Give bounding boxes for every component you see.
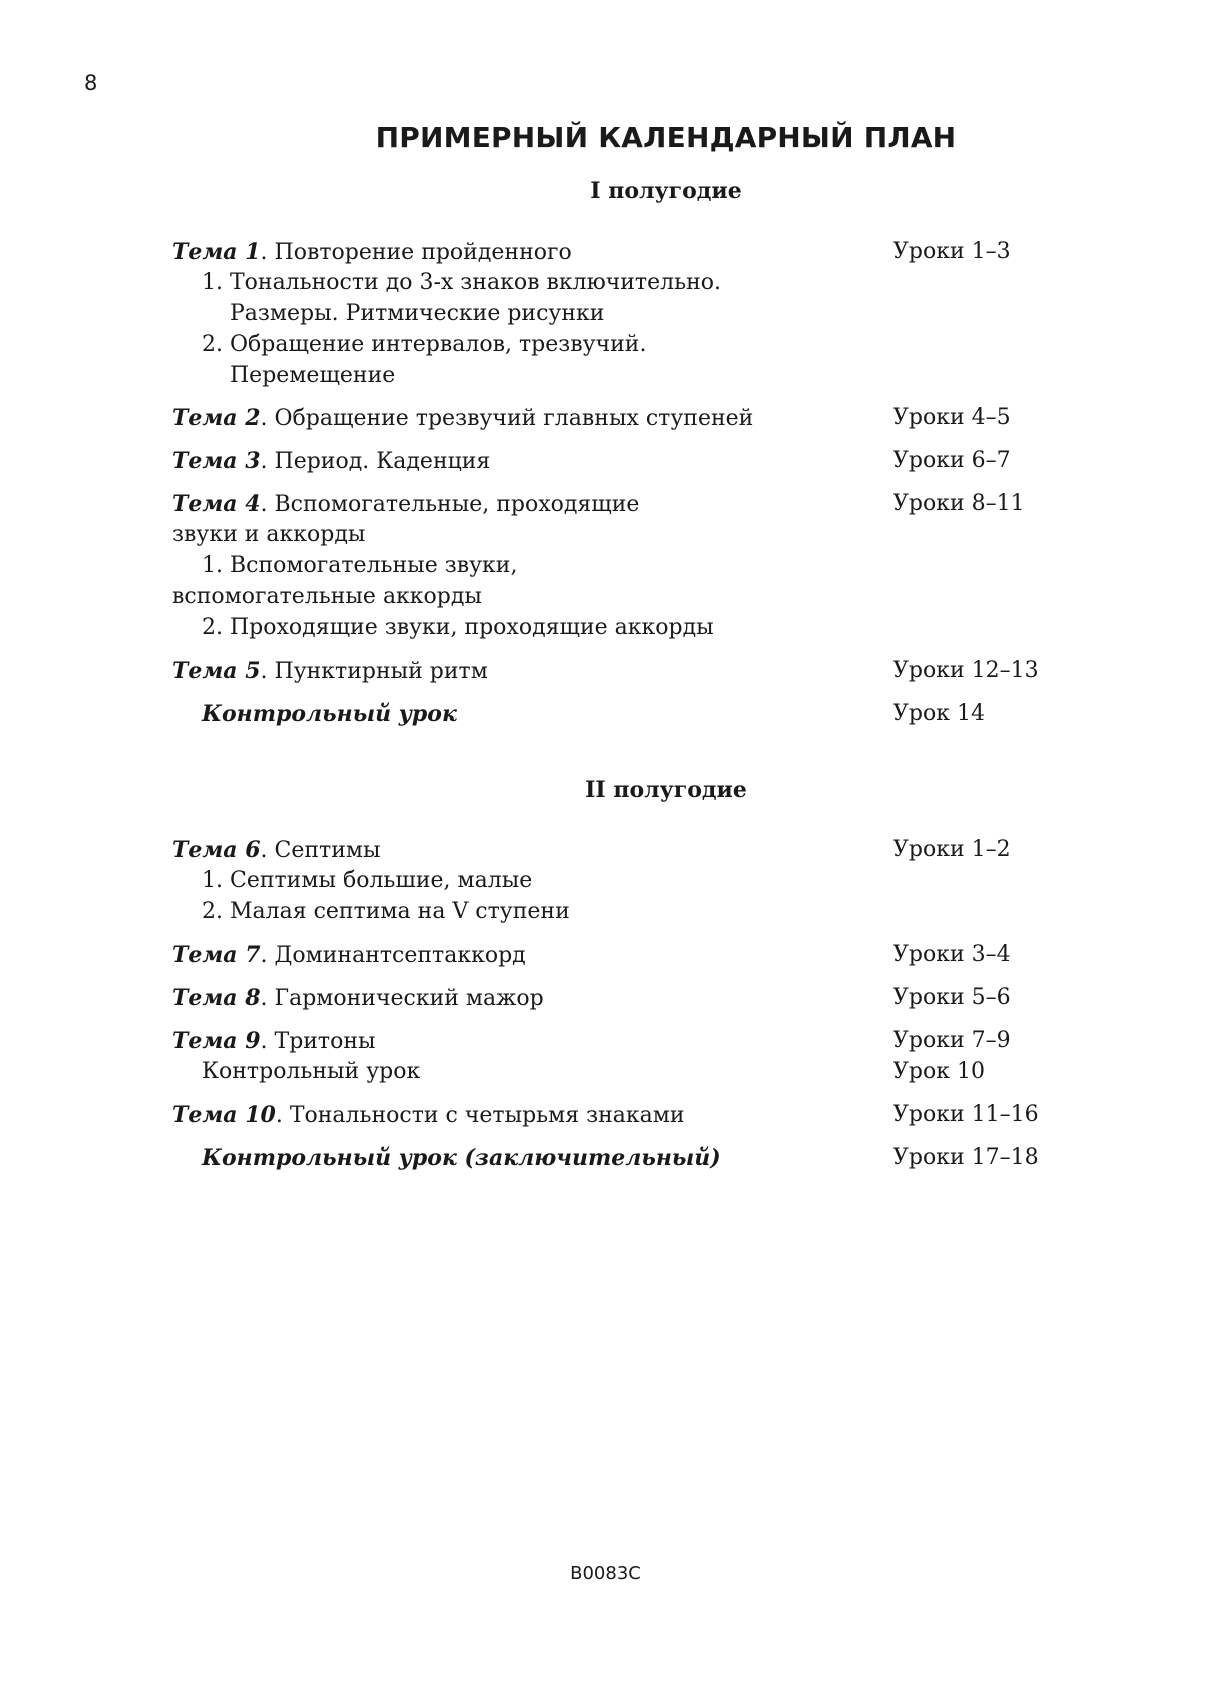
topic-1-label: Тема 1 (172, 239, 261, 265)
topic-4-title: Вспомогательные, проходящие (274, 492, 640, 517)
topic-3-label: Тема 3 (172, 448, 261, 474)
topic-5-title: Пунктирный ритм (274, 659, 488, 684)
topic-2-label: Тема 2 (172, 405, 261, 431)
topic-3-title: Период. Каденция (274, 449, 491, 474)
topic-9-title: Тритоны (274, 1029, 376, 1054)
topic-6-lessons: Уроки 1–2 (893, 837, 1011, 862)
topic-6-label: Тема 6 (172, 837, 261, 863)
page-title: ПРИМЕРНЫЙ КАЛЕНДАРНЫЙ ПЛАН (375, 121, 957, 154)
topic-9-lessons: Уроки 7–9 (893, 1028, 1011, 1053)
footer-code: B0083C (570, 1563, 641, 1584)
topic-8-title: Гармонический мажор (274, 986, 544, 1011)
topic-10-title: Тональности с четырьмя знаками (289, 1103, 685, 1128)
topic-4-lessons: Уроки 8–11 (893, 491, 1025, 516)
topic-10-label: Тема 10 (172, 1102, 276, 1128)
topic-1-title: Повторение пройденного (274, 240, 572, 265)
topic-3-lessons: Уроки 6–7 (893, 448, 1011, 473)
topic-5-lessons: Уроки 12–13 (893, 658, 1039, 683)
page-number: 8 (84, 71, 98, 95)
topic-10-lessons: Уроки 11–16 (893, 1102, 1039, 1127)
topic-7-lessons: Уроки 3–4 (893, 942, 1011, 967)
control-lesson-final-lessons: Уроки 17–18 (893, 1145, 1039, 1170)
control-lesson-final-text: Контрольный урок (заключительный) (202, 1145, 721, 1171)
topic-8-lessons: Уроки 5–6 (893, 985, 1011, 1010)
topic-7-title: Доминантсептаккорд (274, 943, 526, 968)
control-lesson-text: Контрольный урок (202, 701, 457, 727)
topic-8-label: Тема 8 (172, 985, 261, 1011)
control-lesson-lessons: Урок 14 (893, 701, 985, 726)
topic-4-label: Тема 4 (172, 491, 261, 517)
topic-5-label: Тема 5 (172, 658, 261, 684)
topic-1-lessons: Уроки 1–3 (893, 239, 1011, 264)
topic-2-lessons: Уроки 4–5 (893, 405, 1011, 430)
half1-heading: I полугодие (590, 178, 742, 204)
topic-2-title: Обращение трезвучий главных ступеней (274, 406, 754, 431)
topic-9-item-lessons: Урок 10 (893, 1059, 985, 1084)
half2-heading: II полугодие (585, 777, 747, 803)
topic-7-label: Тема 7 (172, 942, 261, 968)
topic-6-title: Септимы (274, 838, 381, 863)
topic-9-label: Тема 9 (172, 1028, 261, 1054)
